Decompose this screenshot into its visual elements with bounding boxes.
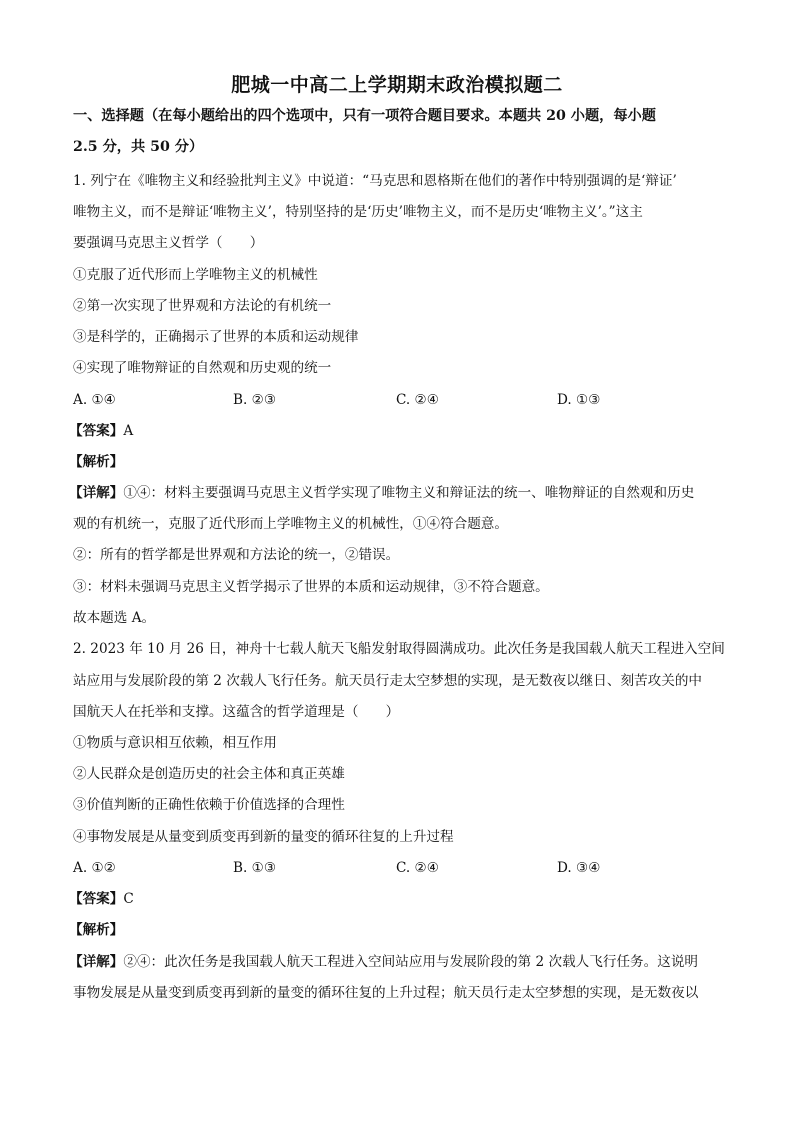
question-1-text: 要强调马克思主义哲学（ ） xyxy=(73,235,264,251)
question-1-statement: ④实现了唯物辩证的自然观和历史观的统一 xyxy=(73,360,332,376)
analysis-tag: 【解析】 xyxy=(69,454,124,470)
question-2-statement: ④事物发展是从量变到质变再到新的量变的循环往复的上升过程 xyxy=(73,829,454,845)
question-2-detail-text: 事物发展是从量变到质变再到新的量变的循环往复的上升过程；航天员行走太空梦想的实现，是无数夜以 xyxy=(73,985,699,1001)
question-1-text: 1. 列宁在《唯物主义和经验批判主义》中说道：“马克思和恩格斯在他们的著作中特别强调的是‘辩证’ xyxy=(73,173,677,189)
answer-tag: 【答案】 xyxy=(69,891,124,907)
answer-value: C xyxy=(123,891,134,907)
answer-value: A xyxy=(123,423,134,439)
question-2-statement: ②人民群众是创造历史的社会主体和真正英雄 xyxy=(73,766,345,782)
question-2-answer xyxy=(69,889,738,909)
question-1-detail xyxy=(69,483,738,503)
question-2-text: 站应用与发展阶段的第 2 次载人飞行任务。航天员行走太空梦想的实现，是无数夜以继日、刻苦攻关的中 xyxy=(73,673,703,689)
section-heading-cont: 2.5 分，共 50 分） xyxy=(73,139,204,155)
question-2-option-a: A. ①② xyxy=(73,860,116,876)
answer-tag: 【答案】 xyxy=(69,423,124,439)
question-1-option-a: A. ①④ xyxy=(73,392,116,408)
question-1-text: 唯物主义，而不是辩证‘唯物主义’，特别坚持的是‘历史’唯物主义，而不是历史‘唯物主义’。”这主 xyxy=(73,204,643,220)
question-1-option-b: B. ②③ xyxy=(233,392,277,408)
question-1-detail-text: ②：所有的哲学都是世界观和方法论的统一，②错误。 xyxy=(73,547,400,563)
question-1-option-c: C. ②④ xyxy=(396,392,439,408)
detail-text: ①④：材料主要强调马克思主义哲学实现了唯物主义和辩证法的统一、唯物辩证的自然观和历史 xyxy=(123,485,695,501)
question-2-text: 国航天人在托举和支撑。这蕴含的哲学道理是（ ） xyxy=(73,704,400,720)
question-1-detail-text: 观的有机统一，克服了近代形而上学唯物主义的机械性，①④符合题意。 xyxy=(73,516,508,532)
question-1-statement: ②第一次实现了世界观和方法论的有机统一 xyxy=(73,298,332,314)
question-1-statement: ①克服了近代形而上学唯物主义的机械性 xyxy=(73,267,318,283)
question-2-option-b: B. ①③ xyxy=(233,860,277,876)
analysis-tag: 【解析】 xyxy=(69,922,124,938)
question-2-statement: ①物质与意识相互依赖，相互作用 xyxy=(73,735,277,751)
question-1-detail-text: 故本题选 A。 xyxy=(73,610,156,626)
question-1-detail-text: ③：材料未强调马克思主义哲学揭示了世界的本质和运动规律，③不符合题意。 xyxy=(73,579,549,595)
question-1-analysis-heading xyxy=(69,452,738,472)
question-2-option-d: D. ③④ xyxy=(557,860,601,876)
question-1-option-d: D. ①③ xyxy=(557,392,601,408)
question-1-statement: ③是科学的，正确揭示了世界的本质和运动规律 xyxy=(73,329,359,345)
question-2-text: 2. 2023 年 10 月 26 日，神舟十七载人航天飞船发射取得圆满成功。此次任务是我国载人航天工程进入空间 xyxy=(73,641,725,657)
page-title: 肥城一中高二上学期期末政治模拟题二 xyxy=(231,74,563,96)
section-heading: 一、选择题（在每小题给出的四个选项中，只有一项符合题目要求。本题共 20 小题，每小题 xyxy=(73,108,656,124)
question-1-answer xyxy=(69,421,738,441)
detail-text: ②④：此次任务是我国载人航天工程进入空间站应用与发展阶段的第 2 次载人飞行任务。这说明 xyxy=(123,954,699,970)
question-2-detail xyxy=(69,952,738,972)
question-2-statement: ③价值判断的正确性依赖于价值选择的合理性 xyxy=(73,797,345,813)
question-2-analysis-heading xyxy=(69,920,738,940)
detail-tag: 【详解】 xyxy=(69,954,124,970)
question-2-option-c: C. ②④ xyxy=(396,860,439,876)
detail-tag: 【详解】 xyxy=(69,485,124,501)
